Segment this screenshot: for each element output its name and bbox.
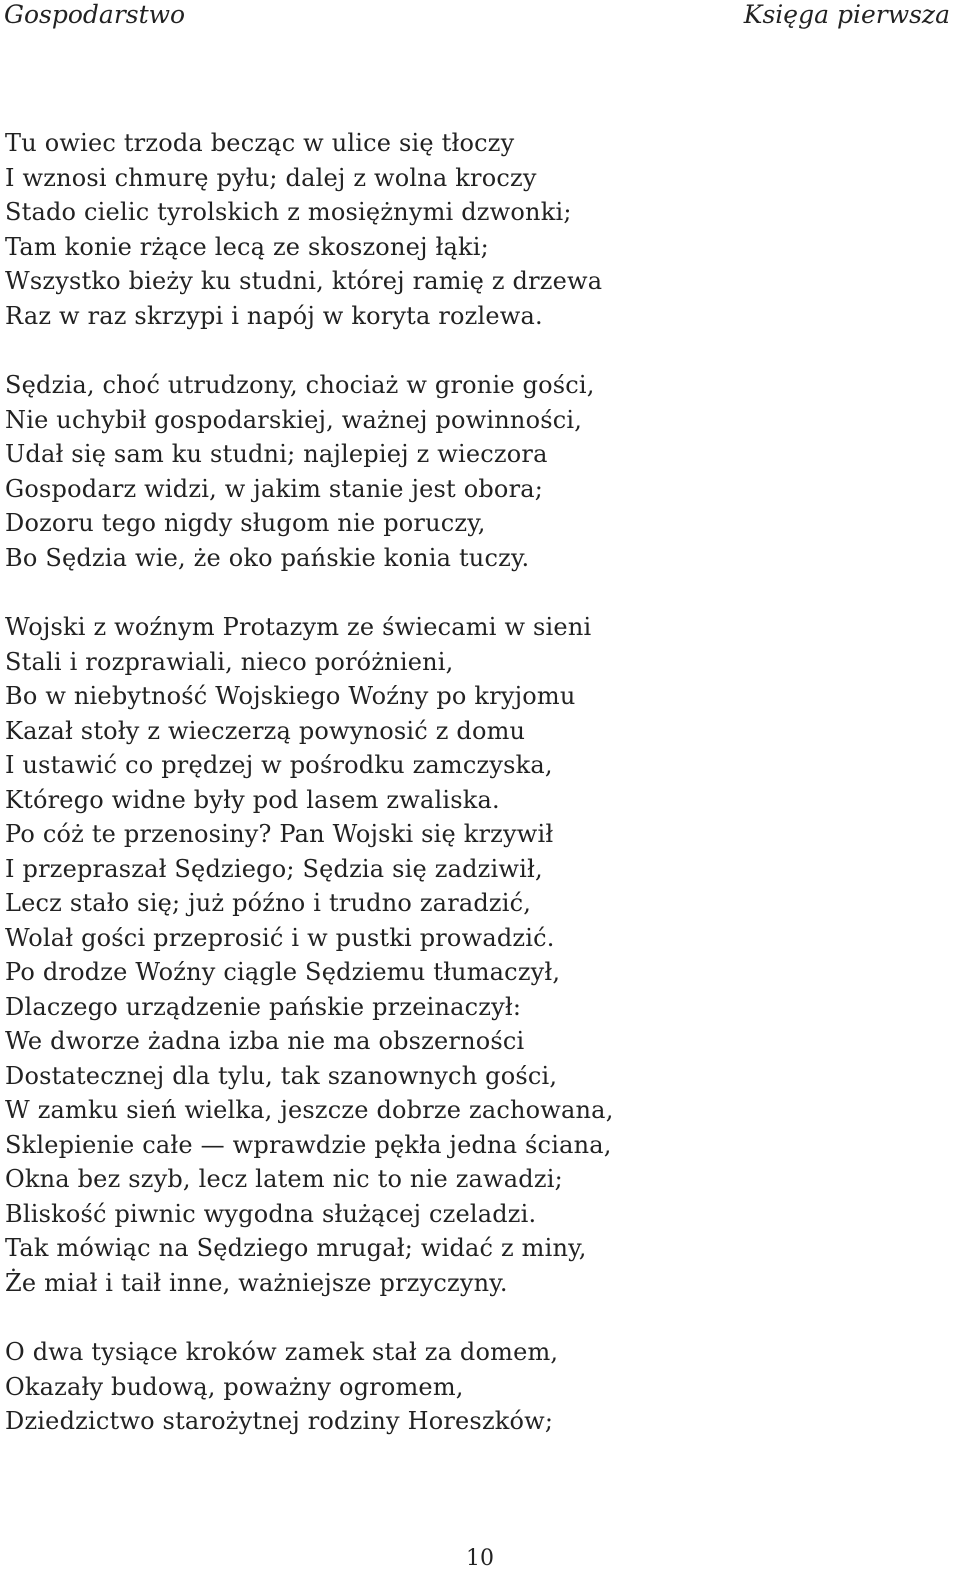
verse-line: Dlaczego urządzenie pańskie przeinaczył:: [5, 992, 522, 1021]
verse-line: Tam konie rżące lecą ze skoszonej łąki;: [5, 232, 489, 261]
verse-line: Raz w raz skrzypi i napój w koryta rozlewa.: [5, 301, 543, 330]
verse-line: Po drodze Woźny ciągle Sędziemu tłumaczył,: [5, 958, 561, 986]
stanza: [5, 368, 955, 575]
verse-line: O dwa tysiące kroków zamek stał za domem,: [5, 1338, 559, 1366]
page-number: 10: [466, 1546, 494, 1571]
poem-text: [5, 126, 955, 1439]
book-title: Księga pierwsza: [743, 0, 950, 29]
verse-line: Dostatecznej dla tylu, tak szanownych gości,: [5, 1061, 558, 1090]
verse-line: Tak mówiąc na Sędziego mrugał; widać z miny,: [5, 1234, 587, 1262]
verse-line: Że miał i taił inne, ważniejsze przyczyny.: [5, 1268, 508, 1297]
verse-line: Wojski z woźnym Protazym ze świecami w sieni: [5, 613, 592, 641]
verse-line: Bliskość piwnic wygodna służącej czeladzi.: [5, 1199, 537, 1228]
chapter-title: Gospodarstwo: [4, 0, 186, 29]
verse-line: Dozoru tego nigdy sługom nie poruczy,: [5, 509, 486, 537]
verse-line: Kazał stoły z wieczerzą powynosić z domu: [5, 716, 526, 745]
verse-line: I przepraszał Sędziego; Sędzia się zadziwił,: [5, 854, 543, 883]
stanza: [5, 610, 955, 1300]
verse-line: Bo w niebytność Wojskiego Woźny po kryjomu: [5, 682, 576, 710]
verse-line: Sędzia, choć utrudzony, chociaż w gronie gości,: [5, 371, 595, 399]
verse-line: Stado cielic tyrolskich z mosiężnymi dzwonki;: [5, 198, 572, 226]
verse-line: Gospodarz widzi, w jakim stanie jest obora;: [5, 474, 544, 503]
verse-line: Okazały budową, poważny ogromem,: [5, 1372, 464, 1401]
stanza: [5, 126, 955, 333]
verse-line: Sklepienie całe — wprawdzie pękła jedna ściana,: [5, 1130, 612, 1159]
verse-line: Po cóż te przenosiny? Pan Wojski się krzywił: [5, 820, 554, 848]
verse-line: Bo Sędzia wie, że oko pańskie konia tuczy.: [5, 543, 530, 572]
verse-line: I ustawić co prędzej w pośrodku zamczyska,: [5, 751, 553, 779]
verse-line: Nie uchybił gospodarskiej, ważnej powinności,: [5, 405, 583, 434]
verse-line: Dziedzictwo starożytnej rodziny Horeszków;: [5, 1407, 554, 1435]
verse-line: W zamku sień wielka, jeszcze dobrze zachowana,: [5, 1096, 614, 1124]
verse-line: I wznosi chmurę pyłu; dalej z wolna kroczy: [5, 163, 537, 192]
verse-line: Okna bez szyb, lecz latem nic to nie zawadzi;: [5, 1165, 563, 1193]
stanza: [5, 1335, 955, 1439]
running-header: [0, 0, 960, 30]
verse-line: Stali i rozprawiali, nieco poróżnieni,: [5, 647, 454, 676]
verse-line: We dworze żadna izba nie ma obszerności: [5, 1027, 525, 1055]
verse-line: Lecz stało się; już późno i trudno zaradzić,: [5, 889, 532, 917]
verse-line: Wolał gości przeprosić i w pustki prowadzić.: [5, 923, 555, 952]
verse-line: Którego widne były pod lasem zwaliska.: [5, 785, 500, 814]
verse-line: Tu owiec trzoda becząc w ulice się tłoczy: [5, 129, 515, 157]
verse-line: Udał się sam ku studni; najlepiej z wieczora: [5, 440, 548, 468]
verse-line: Wszystko bieży ku studni, której ramię z drzewa: [5, 267, 603, 295]
